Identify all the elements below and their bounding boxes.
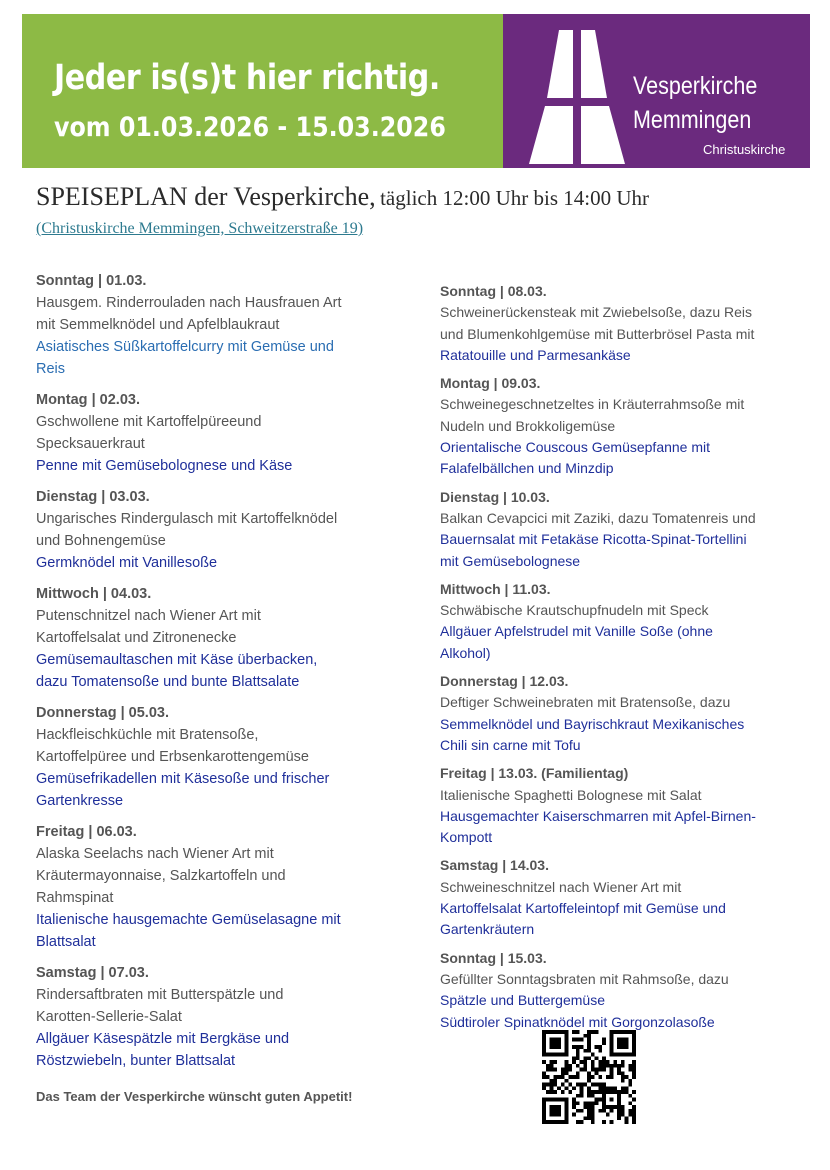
meat-dish-line: Alaska Seelachs nach Wiener Art mit [36, 846, 274, 862]
menu-day [36, 821, 408, 953]
day-heading: Sonntag | 08.03. [440, 283, 547, 299]
vegetarian-dish-line: Kartoffelsalat Kartoffeleintopf mit Gemüse und [440, 900, 726, 917]
vegetarian-dish-line: Allgäuer Apfelstrudel mit Vanille Soße (ohne [440, 623, 713, 640]
meat-dish-line: Rindersaftbraten mit Butterspätzle und [36, 987, 284, 1003]
day-heading: Mittwoch | 04.03. [36, 586, 152, 602]
menu-day [36, 486, 408, 574]
meat-dish-line: und Blumenkohlgemüse mit Butterbrösel Pasta mit [440, 325, 755, 342]
address-link[interactable]: (Christuskirche Memmingen, Schweitzerstraße 19) [36, 220, 364, 237]
meat-dish-line: Specksauerkraut [36, 436, 145, 452]
menu-day [36, 270, 408, 380]
vegetarian-dish-line: Gartenkräutern [440, 921, 535, 938]
menu-day [36, 583, 408, 693]
menu-day [36, 962, 408, 1072]
vegetarian-dish-line: Italienische hausgemachte Gemüselasagne mit [36, 912, 341, 928]
day-heading: Freitag | 06.03. [36, 824, 137, 840]
day-heading: Samstag | 14.03. [440, 857, 549, 874]
banner-slogan-panel [22, 14, 503, 168]
vegetarian-dish-line: Kompott [440, 829, 493, 846]
meat-dish-line: Schweinegeschnetzeltes in Kräuterrahmsoße mit [440, 396, 745, 413]
menu-day [440, 281, 812, 366]
vegetarian-dish-line: dazu Tomatensoße und bunte Blattsalate [36, 674, 300, 690]
vegetarian-dish-line: Semmelknödel und Bayrischkraut Mexikanisches [440, 715, 745, 732]
vegetarian-dish-line: mit Gemüsebolognese [440, 552, 581, 569]
banner-logo-panel [503, 14, 810, 168]
menu-day [440, 948, 812, 1033]
meat-dish-line: Balkan Cevapcici mit Zaziki, dazu Tomatenreis und [440, 509, 756, 526]
meat-dish-line: Deftiger Schweinebraten mit Bratensoße, dazu [440, 694, 731, 711]
vegetarian-dish-line: Asiatisches Süßkartoffelcurry mit Gemüse und [36, 339, 334, 355]
menu-day [440, 487, 812, 572]
day-heading: Montag | 09.03. [440, 375, 541, 392]
brand-church-name: Christuskirche [703, 142, 786, 157]
slogan: Jeder is(s)t hier richtig. [54, 58, 440, 98]
vegetarian-dish-line: Falafelbällchen und Minzdip [440, 460, 614, 477]
meat-dish-line: Kartoffelsalat und Zitronenecke [36, 630, 237, 646]
meat-dish-line: Rahmspinat [36, 890, 114, 906]
vegetarian-dish-line: Alkohol) [440, 644, 491, 661]
vegetarian-dish-line: Orientalische Couscous Gemüsepfanne mit [440, 439, 711, 456]
meat-dish-line: Schweinerückensteak mit Zwiebelsoße, dazu Reis [440, 304, 753, 321]
church-road-logo-icon [523, 22, 631, 164]
vegetarian-dish-line: Penne mit Gemüsebolognese und Käse [36, 458, 293, 474]
menu-day [440, 579, 812, 664]
menu-day [440, 373, 812, 479]
day-heading: Sonntag | 01.03. [36, 273, 147, 289]
meat-dish-line: Hackfleischküchle mit Bratensoße, [36, 727, 259, 743]
menu-column-left [36, 270, 408, 1081]
day-heading: Donnerstag | 05.03. [36, 705, 169, 721]
menu-day [440, 763, 812, 848]
vegetarian-dish-line: Gemüsemaultaschen mit Käse überbacken, [36, 652, 318, 668]
vegetarian-dish-line: Allgäuer Käsespätzle mit Bergkäse und [36, 1031, 290, 1047]
meat-dish-line: mit Semmelknödel und Apfelblaukraut [36, 317, 280, 333]
meat-dish-line: Nudeln und Brokkoligemüse [440, 417, 616, 434]
meat-dish-line: Karotten-Sellerie-Salat [36, 1009, 182, 1025]
vegetarian-dish-line: Bauernsalat mit Fetakäse Ricotta-Spinat-Tortellini [440, 531, 747, 548]
vegetarian-dish-line: Chili sin carne mit Tofu [440, 736, 581, 753]
page-title-main: SPEISEPLAN der Vesperkirche, [36, 182, 376, 211]
day-heading: Samstag | 07.03. [36, 965, 149, 981]
vegetarian-dish-line: Gemüsefrikadellen mit Käsesoße und frischer [36, 771, 330, 787]
meat-dish-line: Schweineschnitzel nach Wiener Art mit [440, 878, 682, 895]
vegetarian-dish-line: Ratatouille und Parmesankäse [440, 346, 631, 363]
page-title [36, 182, 649, 212]
meat-dish-line: Gschwollene mit Kartoffelpüreeund [36, 414, 262, 430]
day-heading: Montag | 02.03. [36, 392, 140, 408]
vegetarian-dish-line: Blattsalat [36, 934, 96, 950]
meat-dish-line: Ungarisches Rindergulasch mit Kartoffelknödel [36, 511, 338, 527]
meat-dish-line: Kartoffelpüree und Erbsenkarottengemüse [36, 749, 309, 765]
day-heading: Freitag | 13.03. (Familientag) [440, 765, 629, 782]
menu-day [36, 702, 408, 812]
page-title-hours: täglich 12:00 Uhr bis 14:00 Uhr [380, 186, 649, 210]
meat-dish-line: und Bohnengemüse [36, 533, 166, 549]
menu-column-right [440, 281, 812, 1040]
day-heading: Dienstag | 03.03. [36, 489, 150, 505]
day-heading: Dienstag | 10.03. [440, 488, 550, 505]
vegetarian-dish-line: Südtiroler Spinatknödel mit Gorgonzolasoße [440, 1013, 715, 1030]
meat-dish-line: Gefüllter Sonntagsbraten mit Rahmsoße, dazu [440, 970, 729, 987]
day-heading: Sonntag | 15.03. [440, 949, 547, 966]
vegetarian-dish-line: Spätzle und Buttergemüse [440, 992, 605, 1009]
vegetarian-dish-line: Gartenkresse [36, 793, 124, 809]
brand-name-line1: Vesperkirche [633, 72, 758, 100]
footer-message: Das Team der Vesperkirche wünscht guten Appetit! [36, 1089, 353, 1104]
event-dates: vom 01.03.2026 - 15.03.2026 [54, 112, 446, 143]
menu-day [36, 389, 408, 477]
meat-dish-line: Schwäbische Krautschupfnudeln mit Speck [440, 602, 709, 619]
brand-name-line2: Memmingen [633, 106, 752, 134]
vegetarian-dish-line: Reis [36, 361, 66, 377]
meat-dish-line: Putenschnitzel nach Wiener Art mit [36, 608, 261, 624]
day-heading: Donnerstag | 12.03. [440, 673, 569, 690]
meat-dish-line: Hausgem. Rinderrouladen nach Hausfrauen Art [36, 295, 342, 311]
vegetarian-dish-line: Hausgemachter Kaiserschmarren mit Apfel-Birnen- [440, 807, 756, 824]
menu-day [440, 855, 812, 940]
vegetarian-dish-line: Röstzwiebeln, bunter Blattsalat [36, 1053, 236, 1069]
meat-dish-line: Kräutermayonnaise, Salzkartoffeln und [36, 868, 286, 884]
menu-day [440, 671, 812, 756]
qr-code-icon[interactable] [542, 1030, 636, 1124]
vegetarian-dish-line: Germknödel mit Vanillesoße [36, 555, 218, 571]
header-banner [22, 14, 810, 168]
meat-dish-line: Italienische Spaghetti Bolognese mit Salat [440, 786, 702, 803]
day-heading: Mittwoch | 11.03. [440, 580, 551, 597]
